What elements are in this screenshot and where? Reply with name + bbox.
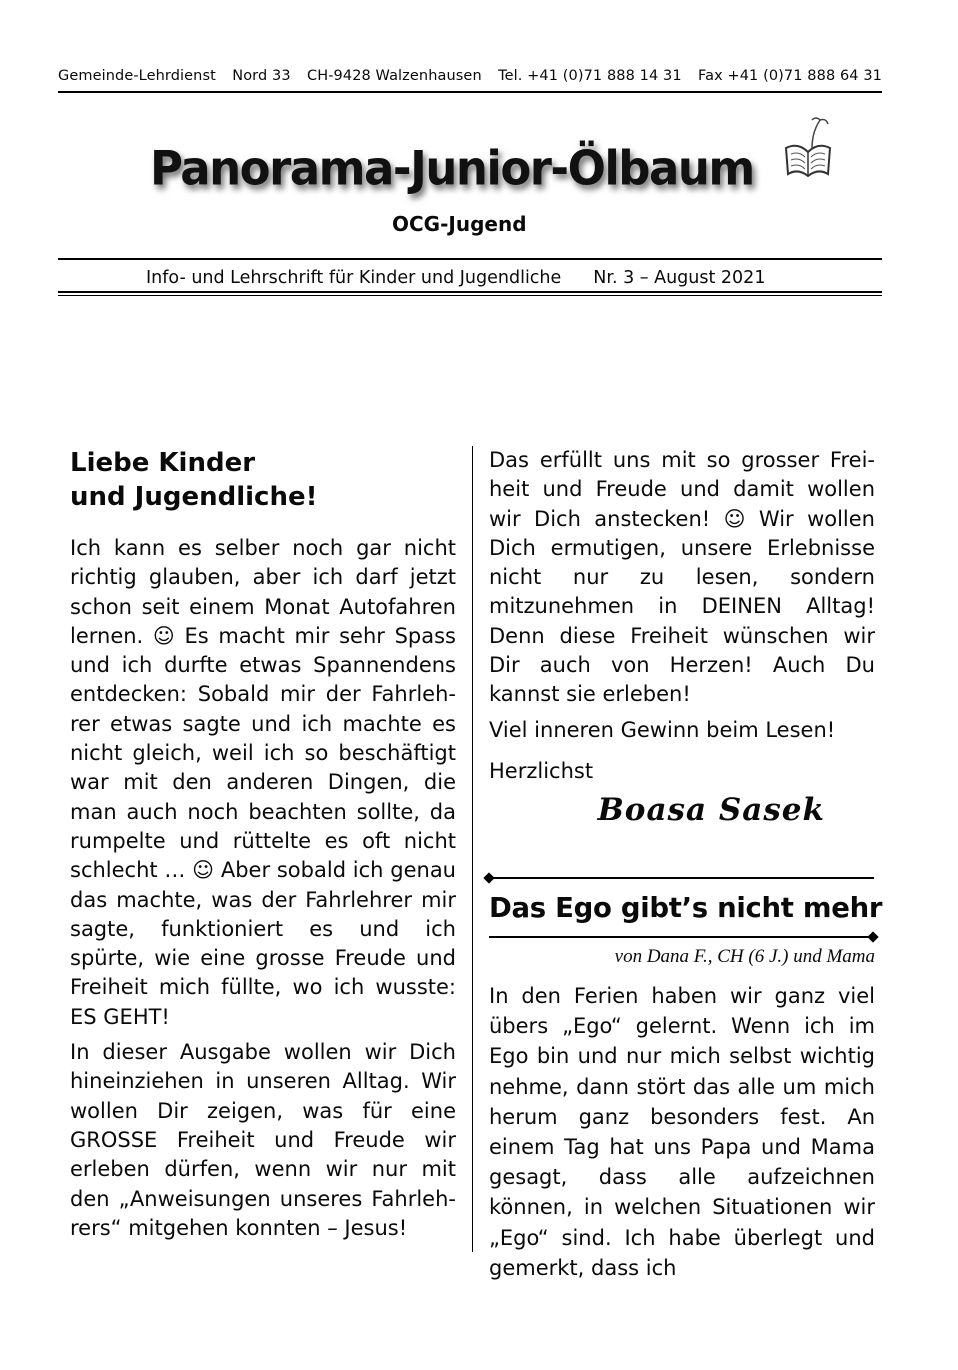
intro-paragraph-1: Ich kann es selber noch gar nicht richtig glauben, aber ich darf jetzt schon seit einem Monat Autofahren lernen. ☺ Es macht mir sehr Spass und ich durfte etwas Spannendens entdecken: Sobald mir der Fahrlehrer etwas sagte und ich machte es nicht gleich, weil ich so beschäftigt war mit den anderen Dingen, die man auch noch beachten sollte, da rumpelte und rüttelte es oft nicht schlecht … ☺ Aber sobald ich genau das machte, was der Fahrlehrer mir sagte, funktioniert es und ich spürte, wie eine grosse Freude und Freiheit mich füllte, wo ich wusste: ES GEHT!: [70, 536, 456, 1029]
city-address: CH-9428 Walzenhausen: [306, 68, 482, 84]
masthead-rule-top: [58, 258, 882, 260]
contact-line: [58, 68, 882, 84]
closing-text: Herzlichst: [489, 758, 594, 783]
issue-label: Nr. 3 – August 2021: [593, 268, 766, 288]
org-name: Gemeinde-Lehrdienst: [58, 68, 216, 84]
article-title: Das Ego gibt’s nicht mehr: [489, 892, 883, 924]
ornament-line-bottom: [489, 936, 874, 938]
signature: Boasa Sasek: [597, 792, 825, 829]
masthead-rule-bottom-2: [58, 295, 882, 296]
column-divider: [472, 446, 473, 1252]
masthead-subtitle: OCG-Jugend: [392, 212, 527, 236]
article-body: [489, 981, 875, 1283]
greeting-line-2: und Jugendliche!: [70, 482, 318, 512]
ornament-line-top: [489, 877, 874, 879]
ornament-diamond-right: [867, 931, 878, 942]
header-rule: [58, 91, 882, 93]
intro-paragraph-4: Viel inneren Gewinn beim Lesen!: [489, 717, 836, 742]
intro-paragraph-2: In dieser Ausgabe wollen wir Dich hineinziehen in unseren Alltag. Wir wollen Dir zeigen, was für eine GROSSE Freiheit und Freude wir erleben dürfen, wenn wir nur mit den „Anweisungen unseres Fahrlehrers“ mitgehen konnten – Jesus!: [70, 1040, 456, 1240]
greeting-heading: [70, 446, 456, 514]
intro-column-left: [70, 446, 456, 1243]
article-paragraph-1: In den Ferien haben wir ganz viel übers „Ego“ gelernt. Wenn ich im Ego bin und nur mich selbst wichtig nehme, dann stört das alle um mich herum ganz besonders fest. An einem Tag hat uns Papa und Mama gesagt, dass alle aufzeichnen können, in welchen Situationen wir „Ego“ sind. Ich habe überlegt und gemerkt, dass ich: [489, 984, 875, 1280]
masthead-rule-bottom-1: [58, 291, 882, 293]
tagline-row: [146, 268, 765, 288]
intro-paragraph-3: Das erfüllt uns mit so grosser Freiheit und Freude und damit wollen wir Dich anstecken! ☺ Wir wollen Dich ermutigen, unsere Erlebnisse nicht nur zu lesen, sondern mitzunehmen in DEINEN Alltag! Denn diese Freiheit wünschen wir Dir auch von Herzen! Auch Du kannst sie erleben!: [489, 448, 875, 707]
open-book-icon: [782, 112, 834, 184]
fax-number: Fax +41 (0)71 888 64 31: [698, 68, 882, 84]
greeting-line-1: Liebe Kinder: [70, 448, 256, 478]
street-address: Nord 33: [232, 68, 291, 84]
article-byline: von Dana F., CH (6 J.) und Mama: [614, 946, 875, 967]
intro-column-right: [489, 446, 875, 829]
tagline: Info- und Lehrschrift für Kinder und Jugendliche: [146, 268, 562, 288]
masthead-title: Panorama-Junior-Ölbaum: [150, 140, 754, 197]
phone-number: Tel. +41 (0)71 888 14 31: [498, 68, 682, 84]
